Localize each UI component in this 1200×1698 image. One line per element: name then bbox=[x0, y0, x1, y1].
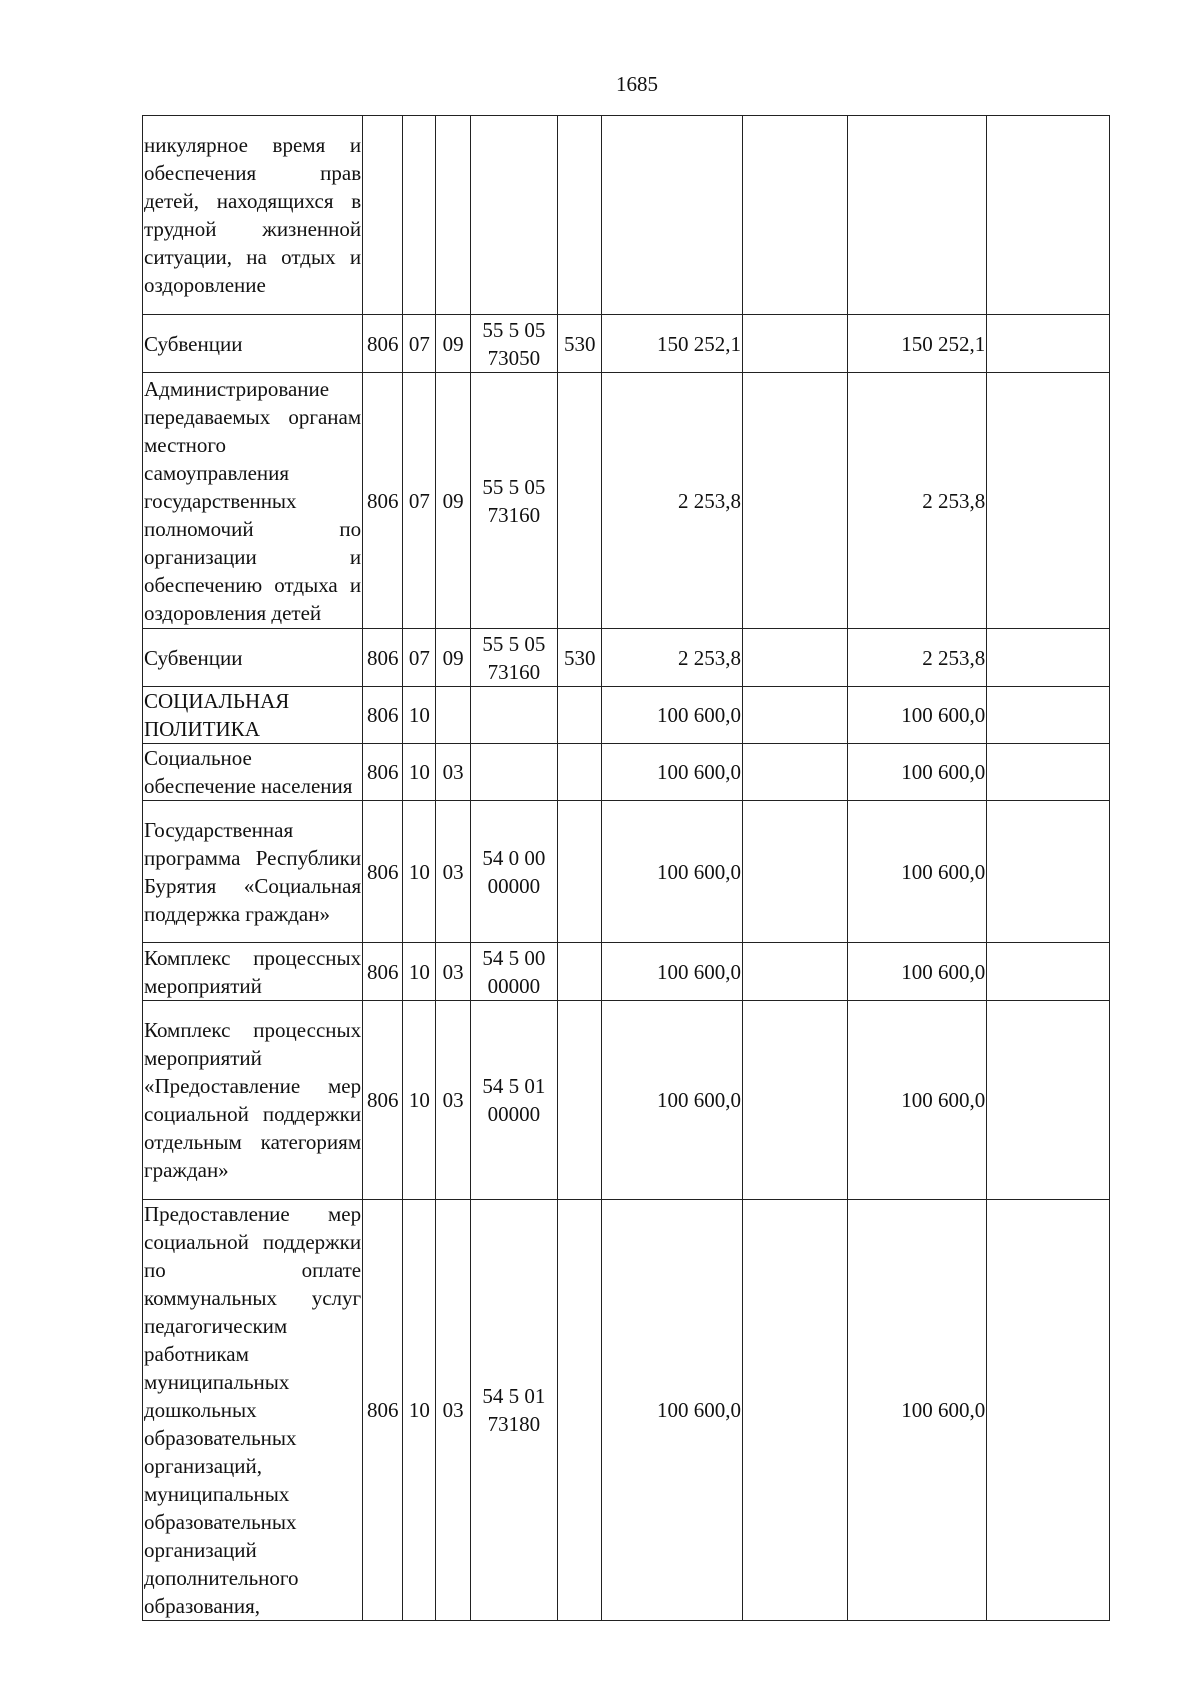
row-gr: 806 bbox=[363, 943, 403, 1001]
table-row bbox=[143, 373, 1110, 629]
table-row bbox=[143, 801, 1110, 943]
row-amount-2 bbox=[743, 315, 848, 373]
table-row bbox=[143, 629, 1110, 687]
page-number: 1685 bbox=[616, 72, 658, 96]
row-name: Комплекс процессных мероприятий bbox=[143, 943, 363, 1001]
row-amount-3: 100 600,0 bbox=[847, 687, 987, 744]
row-amount-1: 150 252,1 bbox=[602, 315, 743, 373]
row-target: 55 5 05 73160 bbox=[470, 373, 557, 629]
table-row bbox=[143, 116, 1110, 315]
row-name: Субвенции bbox=[143, 315, 363, 373]
row-amount-1: 100 600,0 bbox=[602, 801, 743, 943]
row-amount-4 bbox=[987, 315, 1110, 373]
row-target: 55 5 05 73160 bbox=[470, 629, 557, 687]
row-target bbox=[470, 687, 557, 744]
row-amount-2 bbox=[743, 116, 848, 315]
row-amount-4 bbox=[987, 801, 1110, 943]
row-pr bbox=[436, 116, 470, 315]
row-pr bbox=[436, 687, 470, 744]
row-name: Субвенции bbox=[143, 629, 363, 687]
row-rz: 10 bbox=[403, 943, 436, 1001]
row-amount-1: 100 600,0 bbox=[602, 1001, 743, 1200]
row-vr bbox=[558, 943, 602, 1001]
row-amount-3: 2 253,8 bbox=[847, 373, 987, 629]
table-row bbox=[143, 744, 1110, 801]
row-amount-2 bbox=[743, 801, 848, 943]
budget-table bbox=[142, 115, 1110, 1621]
row-name: никулярное время и обеспечения прав детей, находящихся в трудной жизненной ситуации, на отдых и оздоровление bbox=[143, 116, 363, 315]
row-target: 54 5 01 73180 bbox=[470, 1200, 557, 1621]
row-rz: 10 bbox=[403, 1001, 436, 1200]
row-gr: 806 bbox=[363, 1200, 403, 1621]
table-row bbox=[143, 1001, 1110, 1200]
row-vr bbox=[558, 116, 602, 315]
row-pr: 03 bbox=[436, 1200, 470, 1621]
row-rz: 10 bbox=[403, 801, 436, 943]
row-target bbox=[470, 116, 557, 315]
row-amount-4 bbox=[987, 687, 1110, 744]
table-row bbox=[143, 943, 1110, 1001]
row-rz: 07 bbox=[403, 315, 436, 373]
row-amount-4 bbox=[987, 1200, 1110, 1621]
row-name: Государственная программа Республики Бурятия «Социальная поддержка граждан» bbox=[143, 801, 363, 943]
row-rz: 10 bbox=[403, 1200, 436, 1621]
row-vr bbox=[558, 373, 602, 629]
row-amount-1: 100 600,0 bbox=[602, 687, 743, 744]
row-gr: 806 bbox=[363, 373, 403, 629]
row-amount-2 bbox=[743, 1001, 848, 1200]
row-amount-2 bbox=[743, 687, 848, 744]
row-amount-1: 2 253,8 bbox=[602, 629, 743, 687]
row-amount-4 bbox=[987, 116, 1110, 315]
row-rz: 07 bbox=[403, 373, 436, 629]
row-amount-4 bbox=[987, 744, 1110, 801]
row-target: 54 5 01 00000 bbox=[470, 1001, 557, 1200]
table-row bbox=[143, 1200, 1110, 1621]
row-vr bbox=[558, 744, 602, 801]
row-amount-3: 100 600,0 bbox=[847, 943, 987, 1001]
row-amount-2 bbox=[743, 629, 848, 687]
row-target: 54 0 00 00000 bbox=[470, 801, 557, 943]
row-name: Администрирование передаваемых органам местного самоуправления государственных полномочий по организации и обеспечению отдыха и оздоровления детей bbox=[143, 373, 363, 629]
row-pr: 09 bbox=[436, 629, 470, 687]
row-amount-3: 100 600,0 bbox=[847, 801, 987, 943]
row-amount-3 bbox=[847, 116, 987, 315]
row-pr: 03 bbox=[436, 1001, 470, 1200]
row-pr: 03 bbox=[436, 801, 470, 943]
row-rz bbox=[403, 116, 436, 315]
row-rz: 10 bbox=[403, 687, 436, 744]
row-amount-3: 100 600,0 bbox=[847, 744, 987, 801]
row-name: Предоставление мер социальной поддержки по оплате коммунальных услуг педагогическим работникам муниципальных дошкольных образовательных организаций, муниципальных образовательных организаций дополнительного образования, bbox=[143, 1200, 363, 1621]
row-gr: 806 bbox=[363, 629, 403, 687]
row-target: 55 5 05 73050 bbox=[470, 315, 557, 373]
row-pr: 09 bbox=[436, 373, 470, 629]
row-gr: 806 bbox=[363, 1001, 403, 1200]
row-pr: 03 bbox=[436, 744, 470, 801]
row-amount-3: 100 600,0 bbox=[847, 1001, 987, 1200]
row-amount-3: 100 600,0 bbox=[847, 1200, 987, 1621]
row-amount-2 bbox=[743, 1200, 848, 1621]
row-vr bbox=[558, 1200, 602, 1621]
row-rz: 07 bbox=[403, 629, 436, 687]
row-name: Комплекс процессных мероприятий «Предоставление мер социальной поддержки отдельным категориям граждан» bbox=[143, 1001, 363, 1200]
table-row bbox=[143, 315, 1110, 373]
row-pr: 09 bbox=[436, 315, 470, 373]
row-amount-1: 2 253,8 bbox=[602, 373, 743, 629]
row-amount-3: 2 253,8 bbox=[847, 629, 987, 687]
row-amount-3: 150 252,1 bbox=[847, 315, 987, 373]
row-gr bbox=[363, 116, 403, 315]
row-amount-4 bbox=[987, 629, 1110, 687]
row-gr: 806 bbox=[363, 315, 403, 373]
row-vr: 530 bbox=[558, 629, 602, 687]
row-vr bbox=[558, 687, 602, 744]
row-amount-4 bbox=[987, 1001, 1110, 1200]
row-gr: 806 bbox=[363, 744, 403, 801]
row-vr bbox=[558, 801, 602, 943]
row-name: СОЦИАЛЬНАЯ ПОЛИТИКА bbox=[143, 687, 363, 744]
row-rz: 10 bbox=[403, 744, 436, 801]
row-vr: 530 bbox=[558, 315, 602, 373]
row-amount-4 bbox=[987, 943, 1110, 1001]
row-amount-1: 100 600,0 bbox=[602, 744, 743, 801]
row-amount-1 bbox=[602, 116, 743, 315]
row-vr bbox=[558, 1001, 602, 1200]
row-gr: 806 bbox=[363, 801, 403, 943]
row-amount-2 bbox=[743, 943, 848, 1001]
row-amount-2 bbox=[743, 744, 848, 801]
table-row bbox=[143, 687, 1110, 744]
row-amount-2 bbox=[743, 373, 848, 629]
row-name: Социальное обеспечение населения bbox=[143, 744, 363, 801]
row-gr: 806 bbox=[363, 687, 403, 744]
row-pr: 03 bbox=[436, 943, 470, 1001]
row-target bbox=[470, 744, 557, 801]
row-target: 54 5 00 00000 bbox=[470, 943, 557, 1001]
row-amount-4 bbox=[987, 373, 1110, 629]
row-amount-1: 100 600,0 bbox=[602, 1200, 743, 1621]
row-amount-1: 100 600,0 bbox=[602, 943, 743, 1001]
